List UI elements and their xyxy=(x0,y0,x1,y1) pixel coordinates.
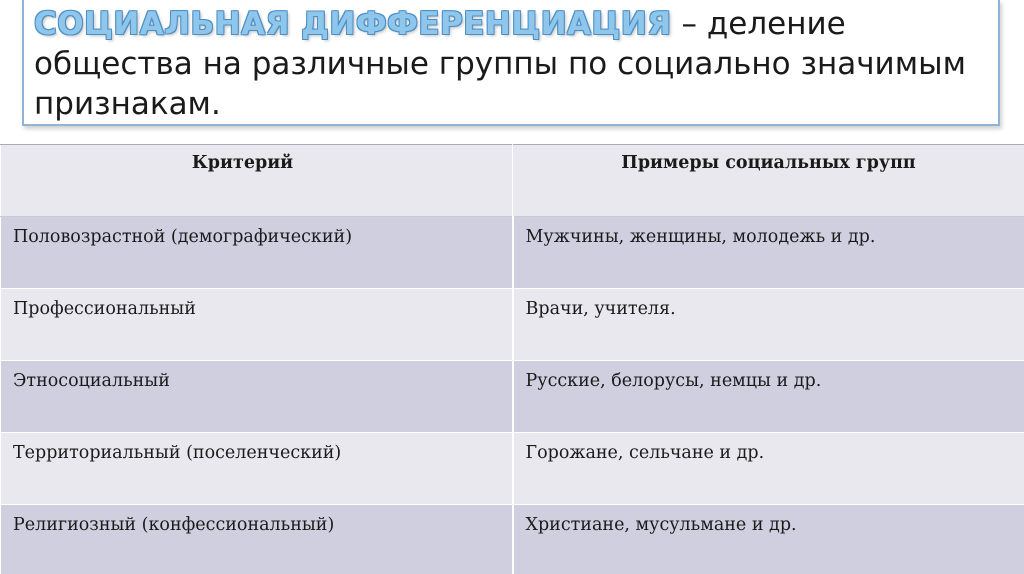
cell-criterion: Половозрастной (демографический) xyxy=(1,217,513,289)
cell-examples: Врачи, учителя. xyxy=(513,289,1024,361)
table-row xyxy=(1,217,1024,289)
header-criterion: Критерий xyxy=(1,145,513,217)
cell-examples: Мужчины, женщины, молодежь и др. xyxy=(513,217,1024,289)
cell-examples: Христиане, мусульмане и др. xyxy=(513,505,1024,574)
cell-criterion: Территориальный (поселенческий) xyxy=(1,433,513,505)
definition-box xyxy=(22,0,1000,126)
cell-criterion: Этносоциальный xyxy=(1,361,513,433)
criteria-table xyxy=(0,144,1024,574)
table-header-row xyxy=(1,145,1024,217)
cell-criterion: Профессиональный xyxy=(1,289,513,361)
cell-examples: Горожане, сельчане и др. xyxy=(513,433,1024,505)
table-row xyxy=(1,505,1024,574)
cell-examples: Русские, белорусы, немцы и др. xyxy=(513,361,1024,433)
table-row xyxy=(1,433,1024,505)
cell-criterion: Религиозный (конфессиональный) xyxy=(1,505,513,574)
definition-text: – деление общества на различные группы по социально значимым признакам. xyxy=(34,6,966,122)
definition-term: СОЦИАЛЬНАЯ ДИФФЕРЕНЦИАЦИЯ xyxy=(34,6,672,42)
table-row xyxy=(1,289,1024,361)
table-row xyxy=(1,361,1024,433)
header-examples: Примеры социальных групп xyxy=(513,145,1024,217)
